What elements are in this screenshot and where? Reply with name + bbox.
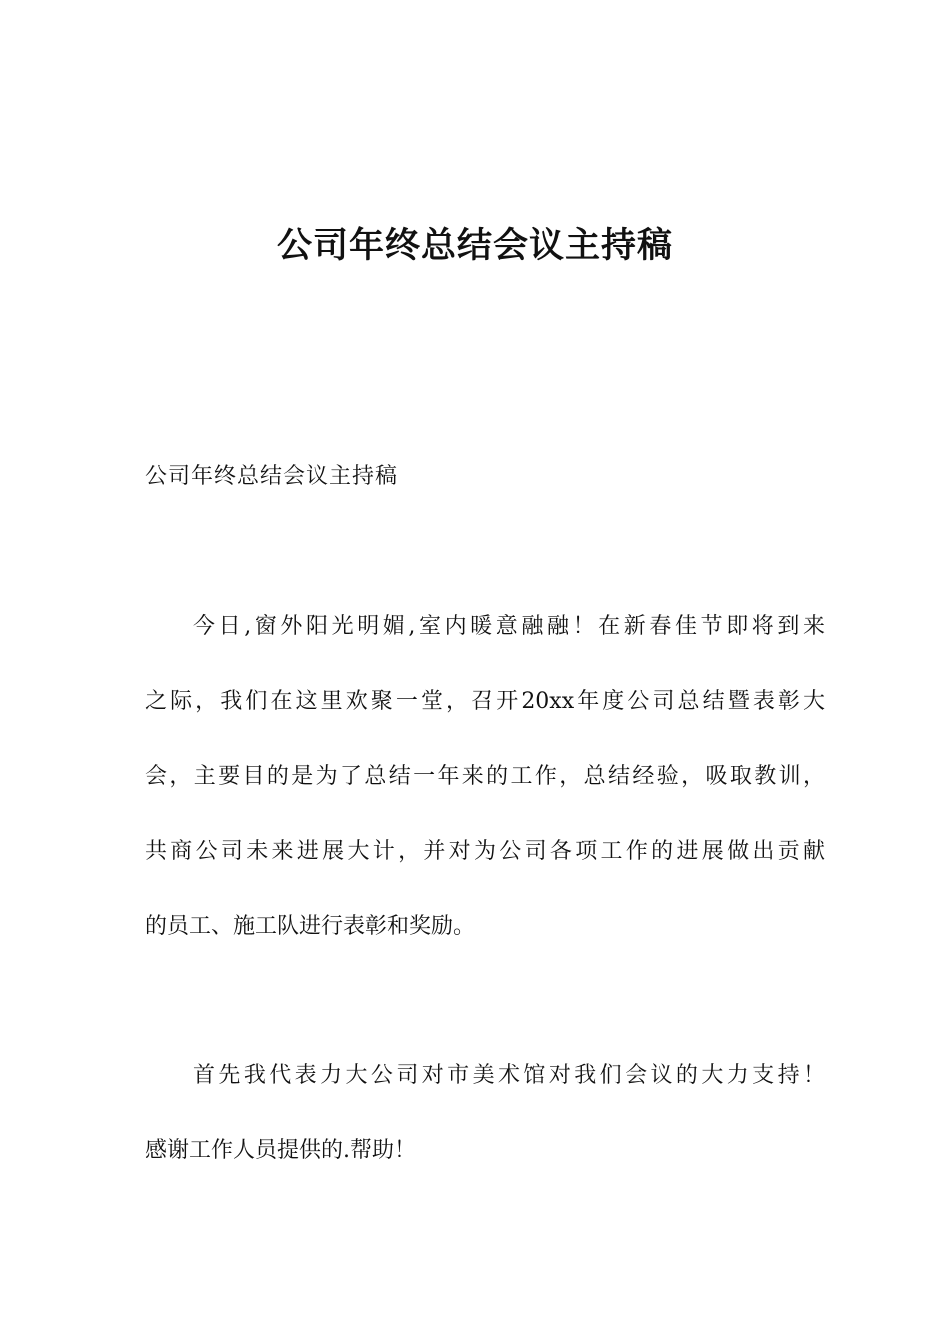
paragraph-line: 感谢工作人员提供的.帮助！ — [145, 1138, 416, 1163]
paragraph-line: 共商公司未来进展大计，并对为公司各项工作的进展做出贡献 — [145, 839, 825, 864]
paragraph-opening — [145, 589, 825, 964]
paragraph-line: 的员工、施工队进行表彰和奖励。 — [145, 914, 476, 939]
paragraph-line: 之际，我们在这里欢聚一堂，召开20xx年度公司总结暨表彰大 — [145, 689, 825, 714]
paragraph-thanks — [145, 1038, 825, 1188]
paragraph-line: 今日,窗外阳光明媚,室内暖意融融！在新春佳节即将到来 — [193, 614, 825, 639]
paragraph-line: 首先我代表力大公司对市美术馆对我们会议的大力支持！ — [193, 1063, 825, 1088]
document-title: 公司年终总结会议主持稿 — [276, 226, 673, 266]
document-subtitle: 公司年终总结会议主持稿 — [145, 464, 399, 489]
paragraph-line: 会，主要目的是为了总结一年来的工作，总结经验，吸取教训， — [145, 764, 825, 789]
